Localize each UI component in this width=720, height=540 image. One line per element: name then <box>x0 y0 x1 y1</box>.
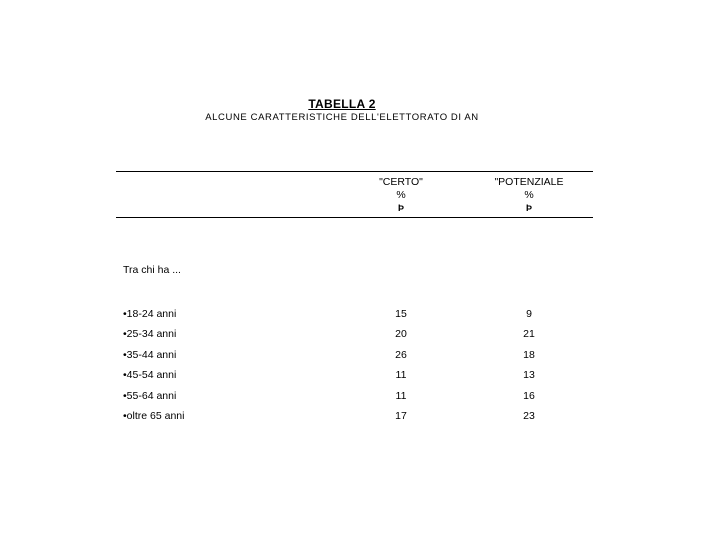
row-label: •55-64 anni <box>123 390 177 402</box>
table-row <box>0 328 720 342</box>
row-label: •oltre 65 anni <box>123 410 185 422</box>
table-title: TABELLA 2 <box>308 97 376 111</box>
table-subtitle: ALCUNE CARATTERISTICHE DELL'ELETTORATO DI AN <box>205 112 479 123</box>
column-header-certo-label: "CERTO" <box>379 176 423 188</box>
row-label: •18-24 anni <box>123 308 177 320</box>
arrow-icon: Þ <box>525 203 532 213</box>
value-potenziale: 13 <box>523 369 535 381</box>
table-row <box>0 390 720 404</box>
value-potenziale: 23 <box>523 410 535 422</box>
value-potenziale: 18 <box>523 349 535 361</box>
row-label: •25-34 anni <box>123 328 177 340</box>
table-row <box>0 308 720 322</box>
column-header-potenziale <box>469 176 589 215</box>
value-certo: 17 <box>395 410 407 422</box>
value-certo: 15 <box>395 308 407 320</box>
header-bottom-rule <box>116 217 593 218</box>
row-label: •45-54 anni <box>123 369 177 381</box>
value-potenziale: 9 <box>526 308 532 320</box>
table-row <box>0 410 720 424</box>
column-header-potenziale-unit: % <box>524 189 534 201</box>
row-group-intro: Tra chi ha ... <box>123 264 181 276</box>
value-certo: 11 <box>395 390 407 402</box>
value-potenziale: 16 <box>523 390 535 402</box>
row-label: •35-44 anni <box>123 349 177 361</box>
column-header-certo <box>341 176 461 215</box>
column-header-certo-unit: % <box>396 189 406 201</box>
value-certo: 20 <box>395 328 407 340</box>
value-certo: 26 <box>395 349 407 361</box>
top-rule <box>116 171 593 172</box>
table-row <box>0 369 720 383</box>
column-header-potenziale-label: "POTENZIALE <box>494 176 564 188</box>
value-certo: 11 <box>395 369 407 381</box>
table-row <box>0 349 720 363</box>
value-potenziale: 21 <box>523 328 535 340</box>
arrow-icon: Þ <box>397 203 404 213</box>
